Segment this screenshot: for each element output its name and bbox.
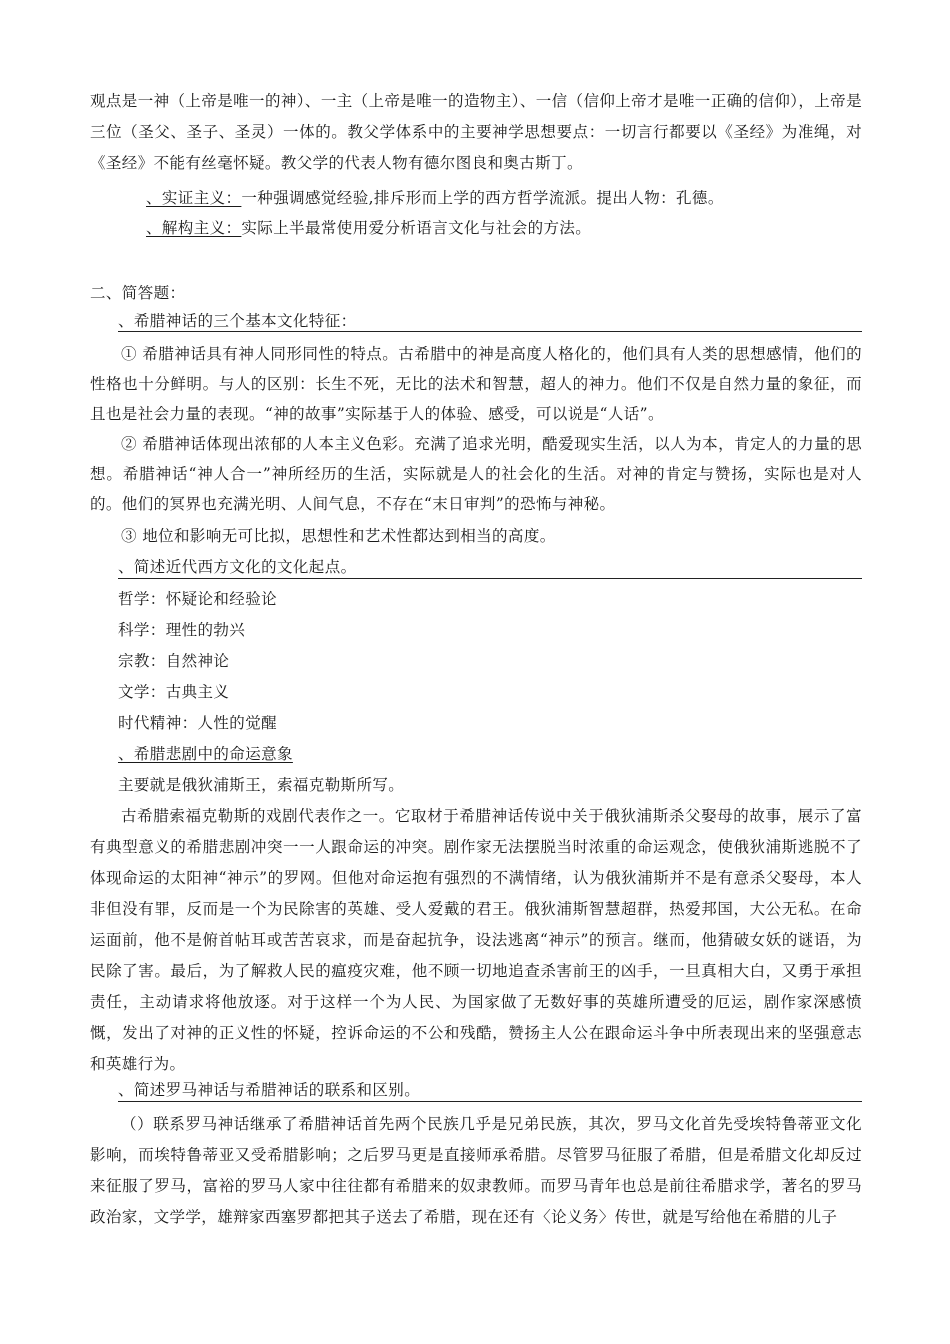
q1-point-1: ① 希腊神话具有神人同形同性的特点。古希腊中的神是高度人格化的，他们具有人类的思想感情，他们的性格也十分鲜明。与人的区别：长生不死，无比的法术和智慧，超人的神力。他们不仅是自然力量的象征，而且也是社会力量的表现。“神的故事”实际基于人的体验、感受，可以说是“人话”。 xyxy=(90,345,862,423)
q2-item-religion: 宗教：自然神论 xyxy=(118,652,230,670)
term-positivism-definition: 一种强调感觉经验,排斥形而上学的西方哲学流派。提出人物：孔德。 xyxy=(241,189,724,207)
term-positivism-label: 、实证主义： xyxy=(146,189,242,207)
q4-divider xyxy=(118,1101,862,1102)
q2-divider xyxy=(118,578,862,579)
q2-item-literature: 文学：古典主义 xyxy=(118,683,230,701)
term-deconstruction xyxy=(146,213,591,244)
q3-lead: 主要就是俄狄浦斯王，索福克勒斯所写。 xyxy=(118,776,405,794)
q1-point-3: ③ 地位和影响无可比拟，思想性和艺术性都达到相当的高度。 xyxy=(121,527,556,545)
q2-item-science: 科学：理性的勃兴 xyxy=(118,621,246,639)
q4-body: （）联系罗马神话继承了希腊神话首先两个民族几乎是兄弟民族，其次，罗马文化首先受埃特鲁蒂亚文化影响，而埃特鲁蒂亚又受希腊影响；之后罗马更是直接师承希腊。尽管罗马征服了希腊，但是希腊文化却反过来征服了罗马，富裕的罗马人家中往往都有希腊来的奴隶教师。而罗马青年也总是前往希腊求学，著名的罗马政治家，文学学，雄辩家西塞罗都把其子送去了希腊，现在还有〈论义务〉传世，就是写给他在希腊的儿子 xyxy=(90,1115,862,1226)
q2-title: 、简述近代西方文化的文化起点。 xyxy=(118,558,357,576)
term-deconstruction-label: 、解构主义： xyxy=(146,219,242,237)
q2-item-spirit: 时代精神：人性的觉醒 xyxy=(118,714,278,732)
q1-divider xyxy=(118,331,862,332)
term-deconstruction-definition: 实际上半最常使用爱分析语言文化与社会的方法。 xyxy=(241,219,592,237)
section-title: 二、简答题： xyxy=(90,284,186,302)
q3-body: 古希腊索福克勒斯的戏剧代表作之一。它取材于希腊神话传说中关于俄狄浦斯杀父娶母的故事，展示了富有典型意义的希腊悲剧冲突一一人跟命运的冲突。剧作家无法摆脱当时浓重的命运观念，使俄狄浦斯逃脱不了体现命运的太阳神“神示”的罗网。但他对命运抱有强烈的不满情绪，认为俄狄浦斯并不是有意杀父娶母，本人非但没有罪，反而是一个为民除害的英雄、受人爱戴的君王。俄狄浦斯智慧超群，热爱邦国，大公无私。在命运面前，他不是俯首帖耳或苦苦哀求，而是奋起抗争，设法逃离“神示”的预言。继而，他猜破女妖的谜语，为民除了害。最后，为了解救人民的瘟疫灾难，他不顾一切地追查杀害前王的凶手，一旦真相大白，又勇于承担责任，主动请求将他放逐。对于这样一个为人民、为国家做了无数好事的英雄所遭受的厄运，剧作家深感愤慨，发出了对神的正义性的怀疑，控诉命运的不公和残酷，赞扬主人公在跟命运斗争中所表现出来的坚强意志和英雄行为。 xyxy=(90,807,862,1073)
q1-title: 、希腊神话的三个基本文化特征： xyxy=(118,312,357,330)
intro-paragraph: 观点是一神（上帝是唯一的神）、一主（上帝是唯一的造物主）、一信（信仰上帝才是唯一正确的信仰），上帝是三位（圣父、圣子、圣灵）一体的。教父学体系中的主要神学思想要点：一切言行都要以《圣经》为准绳，对《圣经》不能有丝毫怀疑。教父学的代表人物有德尔图良和奥古斯丁。 xyxy=(90,92,862,172)
q2-item-philosophy: 哲学：怀疑论和经验论 xyxy=(118,590,278,608)
q4-title: 、简述罗马神话与希腊神话的联系和区别。 xyxy=(118,1081,421,1099)
q1-point-2: ② 希腊神话体现出浓郁的人本主义色彩。充满了追求光明，酷爱现实生活，以人为本，肯定人的力量的思想。希腊神话“神人合一”神所经历的生活，实际就是人的社会化的生活。对神的肯定与赞扬，实际也是对人的。他们的冥界也充满光明、人间气息，不存在“末日审判”的恐怖与神秘。 xyxy=(90,435,862,513)
q3-title: 、希腊悲剧中的命运意象 xyxy=(118,745,293,763)
term-positivism xyxy=(146,183,724,214)
